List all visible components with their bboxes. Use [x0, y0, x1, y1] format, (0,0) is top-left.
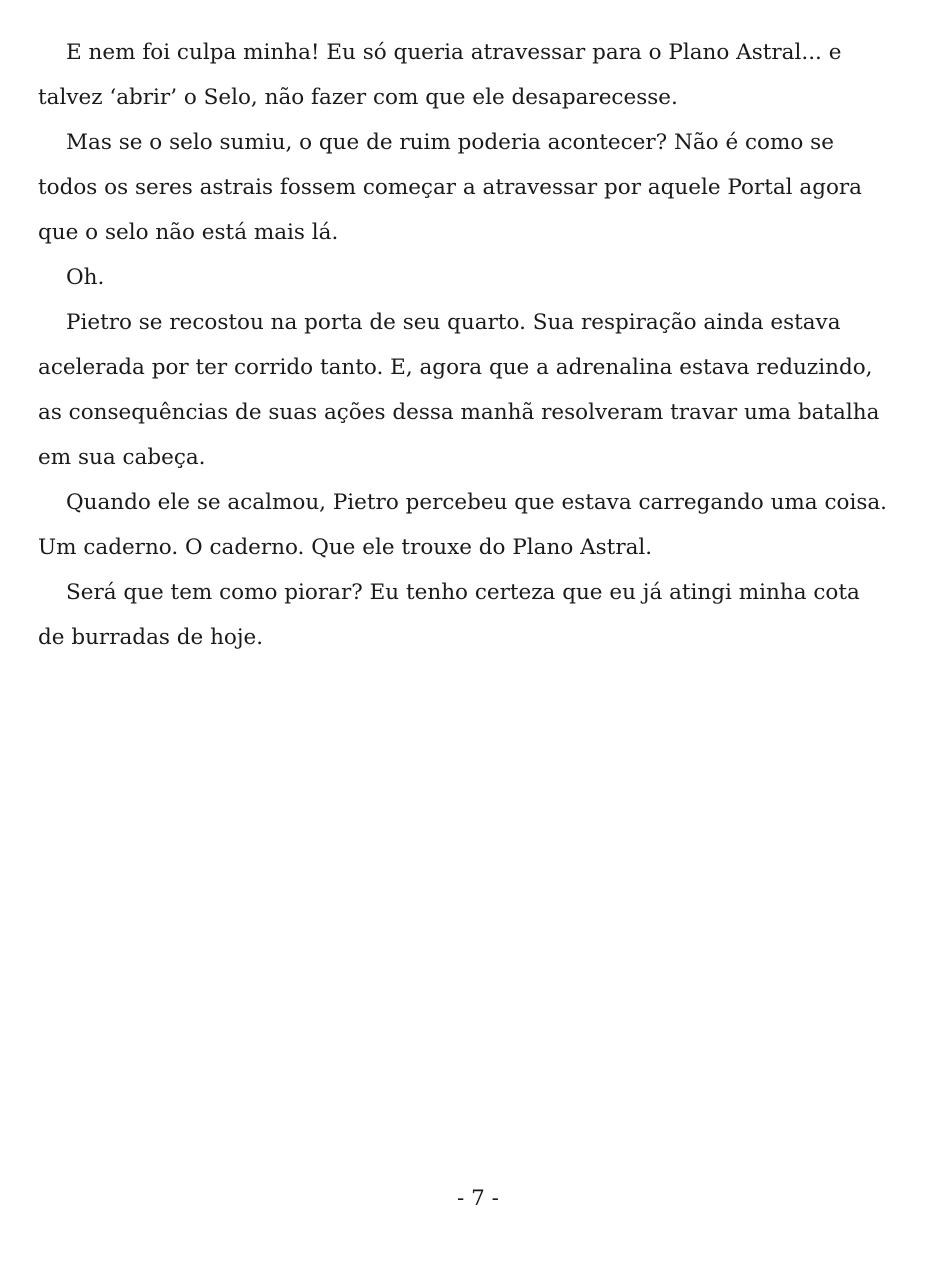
paragraph: Será que tem como piorar? Eu tenho certeza que eu já atingi minha cota de burradas de hoje.	[38, 580, 860, 650]
paragraph: Oh.	[66, 265, 105, 290]
paragraph: Pietro se recostou na porta de seu quarto. Sua respiração ainda estava acelerada por ter corrido tanto. E, agora que a adrenalina estava reduzindo, as consequências de suas ações dessa manhã resolveram travar uma batalha em sua cabeça.	[38, 310, 880, 470]
paragraph: Quando ele se acalmou, Pietro percebeu que estava carregando uma coisa. Um caderno. O caderno. Que ele trouxe do Plano Astral.	[38, 490, 888, 560]
paragraph: E nem foi culpa minha! Eu só queria atravessar para o Plano Astral... e talvez ‘abrir’ o Selo, não fazer com que ele desaparecesse.	[38, 40, 842, 110]
paragraph: Mas se o selo sumiu, o que de ruim poderia acontecer? Não é como se todos os seres astrais fossem começar a atravessar por aquele Portal agora que o selo não está mais lá.	[38, 130, 862, 245]
body-text	[38, 30, 890, 660]
page-number: - 7 -	[457, 1186, 499, 1211]
